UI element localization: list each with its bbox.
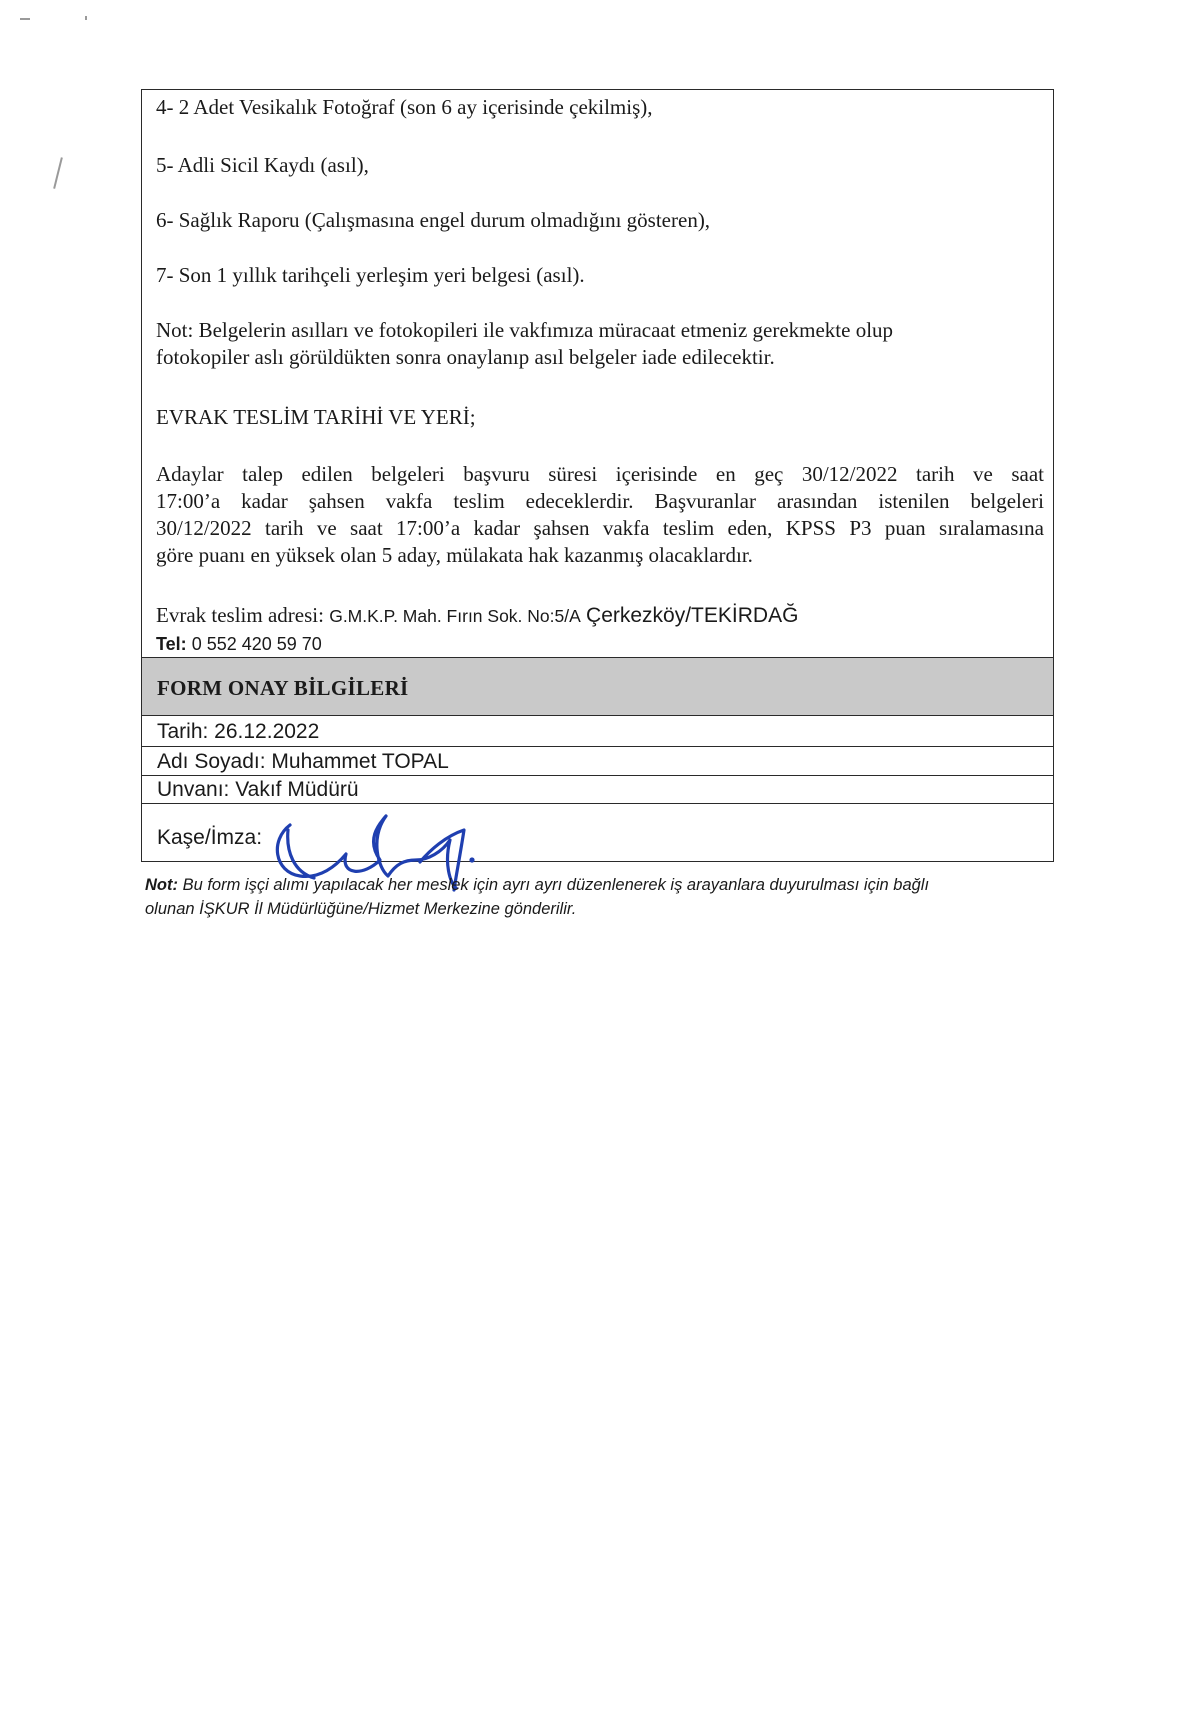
name-field: Adı Soyadı: Muhammet TOPAL — [157, 750, 449, 773]
requirement-item: 4- 2 Adet Vesikalık Fotoğraf (son 6 ay içerisinde çekilmiş), — [156, 95, 653, 119]
stamp-signature-field: Kaşe/İmza: — [157, 826, 263, 849]
footer-note-label: Not: — [145, 876, 178, 894]
title-field: Unvanı: Vakıf Müdürü — [157, 778, 359, 801]
scan-mark — [53, 157, 62, 188]
delivery-line: 30/12/2022 tarih ve saat 17:00’a kadar şahsen vakfa teslim eden, KPSS P3 puan sıralamasına — [156, 516, 1044, 540]
footer-note — [145, 873, 1065, 921]
row-divider — [141, 746, 1054, 747]
address-city: Çerkezköy/TEKİRDAĞ — [586, 604, 799, 627]
delivery-line: göre puanı en yüksek olan 5 aday, mülakata hak kazanmış olacaklardır. — [156, 543, 753, 567]
delivery-line: Adaylar talep edilen belgeleri başvuru süresi içerisinde en geç 30/12/2022 tarih ve saat — [156, 462, 1044, 486]
documents-note-line: Not: Belgelerin asılları ve fotokopileri ile vakfımıza müracaat etmeniz gerekmekte olup — [156, 318, 894, 342]
row-divider — [141, 715, 1054, 716]
delivery-heading: EVRAK TESLİM TARİHİ VE YERİ; — [156, 405, 476, 429]
row-divider — [141, 657, 1054, 658]
row-divider — [141, 775, 1054, 776]
scan-mark — [20, 18, 30, 20]
address-label: Evrak teslim adresi: — [156, 603, 324, 627]
form-approval-title: FORM ONAY BİLGİLERİ — [157, 676, 409, 700]
requirement-item: 7- Son 1 yıllık tarihçeli yerleşim yeri belgesi (asıl). — [156, 263, 585, 287]
footer-note-line — [145, 873, 1065, 897]
scan-mark — [85, 16, 87, 20]
footer-note-text: Bu form işçi alımı yapılacak her meslek için ayrı ayrı düzenlenerek iş arayanlara duyurulması için bağlı — [182, 876, 930, 894]
documents-note-line: fotokopiler aslı görüldükten sonra onaylanıp asıl belgeler iade edilecektir. — [156, 345, 775, 369]
phone-number: 0 552 420 59 70 — [191, 634, 322, 654]
phone-label: Tel: — [156, 634, 187, 654]
address-street: G.M.K.P. Mah. Fırın Sok. No:5/A — [329, 606, 581, 626]
requirement-item: 6- Sağlık Raporu (Çalışmasına engel durum olmadığını gösteren), — [156, 208, 711, 232]
delivery-line: 17:00’a kadar şahsen vakfa teslim edeceklerdir. Başvuranlar arasından istenilen belgeleri — [156, 489, 1044, 513]
requirement-item: 5- Adli Sicil Kaydı (asıl), — [156, 153, 369, 177]
delivery-paragraph — [156, 461, 1044, 569]
phone-line — [156, 634, 322, 655]
documents-note — [156, 317, 1044, 371]
delivery-address — [156, 603, 798, 628]
footer-note-line: olunan İŞKUR İl Müdürlüğüne/Hizmet Merkezine gönderilir. — [145, 900, 577, 918]
date-field: Tarih: 26.12.2022 — [157, 720, 320, 743]
